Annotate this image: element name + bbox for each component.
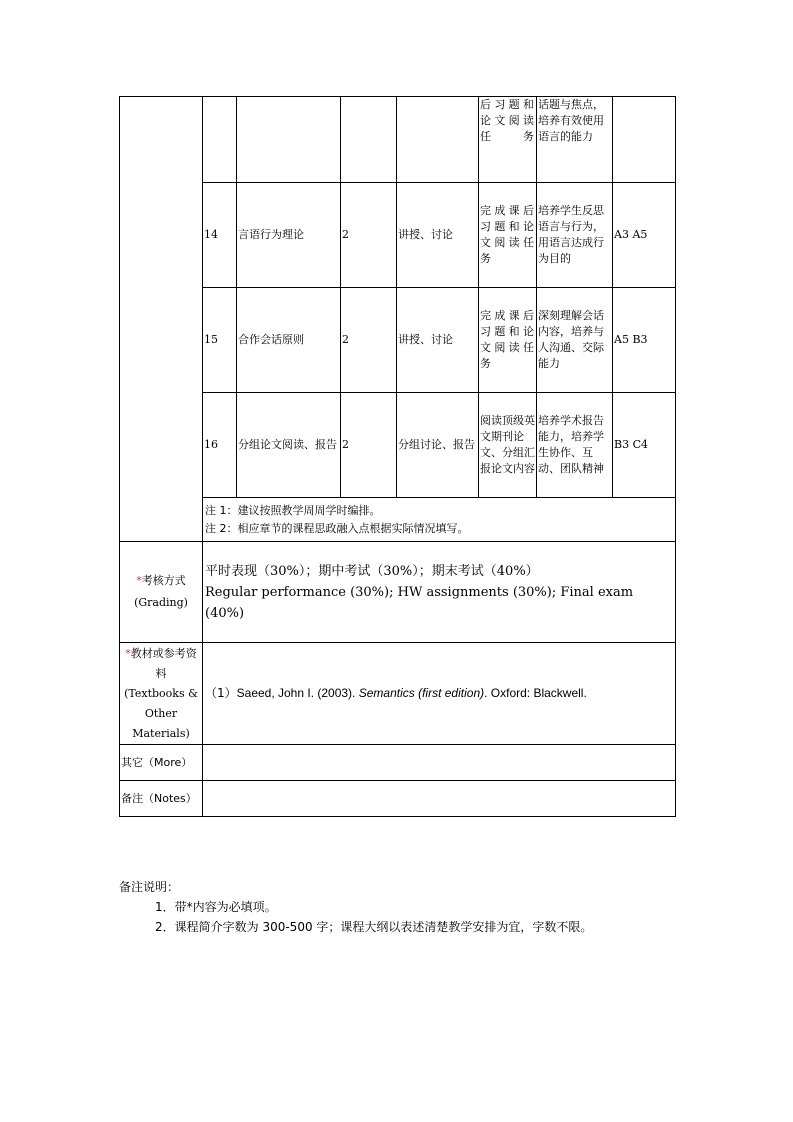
more-content (203, 745, 676, 781)
grading-content-en: Regular performance (30%); HW assignments (30%); Final exam (40%) (205, 584, 634, 621)
remarks-item-2: 2．课程简介字数为 300-500 字；课程大纲以表述清楚教学安排为宜，字数不限。 (155, 920, 593, 934)
material-item-prefix: （1） (205, 686, 237, 700)
table-row (120, 288, 676, 393)
more-label: 其它（More） (120, 745, 203, 781)
assignment-cell: 后习题和论文阅读任务 (479, 97, 537, 183)
grading-content-cell (203, 542, 676, 643)
grading-row (120, 542, 676, 643)
grading-label-zh: 考核方式 (141, 574, 186, 587)
notes-label: 备注（Notes） (120, 781, 203, 817)
method-cell: 讲授、讨论 (397, 288, 479, 393)
assignment-cell: 完成课后习题和论文阅读任务 (479, 288, 537, 393)
material-item-title: Semantics (first edition) (358, 686, 485, 700)
week-number-cell: 16 (203, 393, 237, 498)
week-number-cell: 14 (203, 183, 237, 288)
remarks-block (119, 877, 592, 937)
goal-cell: 话题与焦点，培养有效使用语言的能力 (537, 97, 613, 183)
table-note-2: 注 2：相应章节的课程思政融入点根据实际情况填写。 (205, 521, 469, 535)
remarks-title: 备注说明： (119, 880, 180, 894)
table-notes-row (120, 498, 676, 542)
notes-row (120, 781, 676, 817)
hours-cell: 2 (341, 183, 397, 288)
hours-cell: 2 (341, 288, 397, 393)
topic-cell: 分组论文阅读、报告 (237, 393, 341, 498)
outcome-cell: A3 A5 (613, 183, 676, 288)
more-row (120, 745, 676, 781)
assignment-cell: 阅读顶级英文期刊论文、分组汇报论文内容 (479, 393, 537, 498)
table-notes-cell (203, 498, 676, 542)
required-star: * (125, 646, 131, 660)
method-cell: 讲授、讨论 (397, 183, 479, 288)
materials-label-zh: 教材或参考资料 (130, 646, 197, 680)
goal-cell: 培养学生反思语言与行为，用语言达成行为目的 (537, 183, 613, 288)
outcome-cell: B3 C4 (613, 393, 676, 498)
table-row (120, 183, 676, 288)
topic-cell: 合作会话原则 (237, 288, 341, 393)
week-number-cell: 15 (203, 288, 237, 393)
assignment-cell: 完成课后习题和论文阅读任务 (479, 183, 537, 288)
topic-cell (237, 97, 341, 183)
grading-label-cell (120, 542, 203, 643)
required-star: * (136, 574, 142, 587)
table-row (120, 97, 676, 183)
method-cell: 分组讨论、报告 (397, 393, 479, 498)
hours-cell: 2 (341, 393, 397, 498)
hours-cell (341, 97, 397, 183)
material-item-publisher: . Oxford: Blackwell. (484, 686, 587, 700)
table-row (120, 393, 676, 498)
outcome-cell (613, 97, 676, 183)
materials-content-cell (203, 643, 676, 745)
materials-row (120, 643, 676, 745)
table-note-1: 注 1：建议按照教学周周学时编排。 (205, 503, 381, 517)
goal-cell: 培养学术报告能力，培养学生协作、互动、团队精神 (537, 393, 613, 498)
week-number-cell (203, 97, 237, 183)
remarks-item-1: 1．带*内容为必填项。 (155, 900, 277, 914)
topic-cell: 言语行为理论 (237, 183, 341, 288)
grading-content-zh: 平时表现（30%）；期中考试（30%）；期末考试（40%） (205, 563, 539, 579)
merged-left-cell (120, 97, 203, 542)
grading-label-en: (Grading) (134, 596, 188, 609)
materials-label-en: (Textbooks & Other Materials) (124, 686, 198, 740)
method-cell (397, 97, 479, 183)
notes-content (203, 781, 676, 817)
syllabus-table (119, 96, 676, 817)
materials-label-cell (120, 643, 203, 745)
outcome-cell: A5 B3 (613, 288, 676, 393)
material-item-author: Saeed, John I. (2003). (236, 686, 359, 700)
goal-cell: 深刻理解会话内容，培养与人沟通、交际能力 (537, 288, 613, 393)
